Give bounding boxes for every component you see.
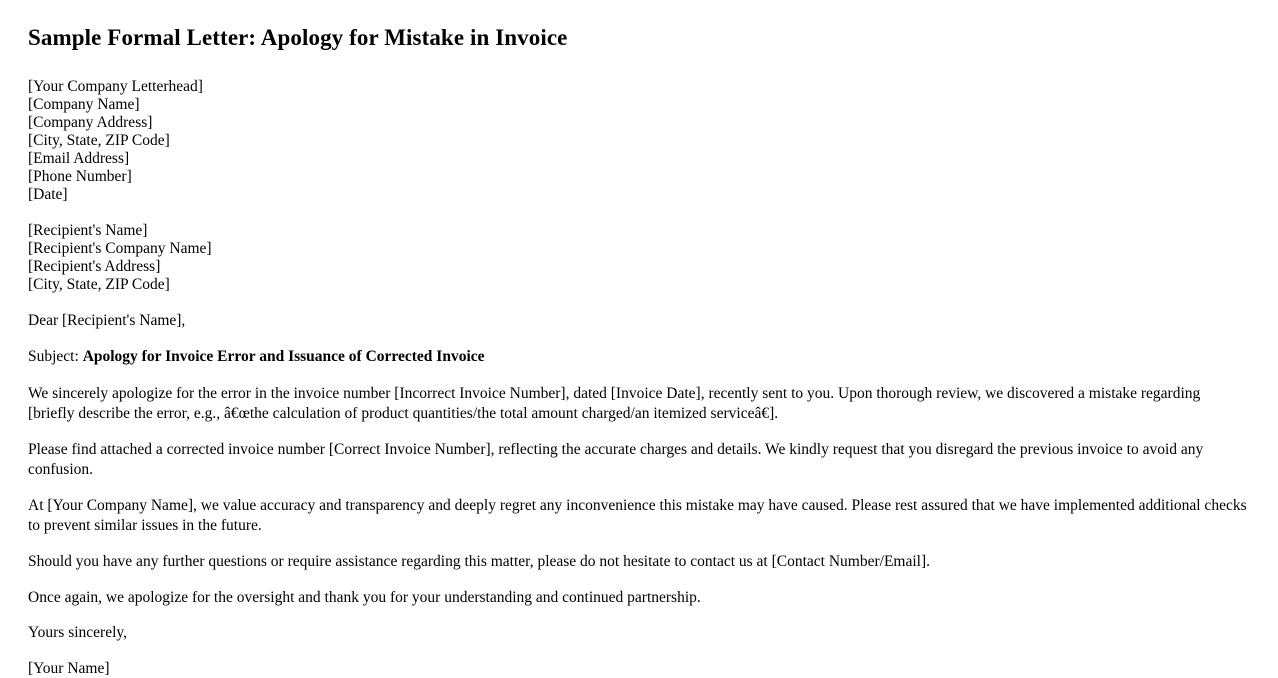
sender-line: [Company Name] — [28, 95, 140, 113]
body-paragraph: Once again, we apologize for the oversight and thank you for your understanding and continued partnership. — [28, 588, 701, 606]
sender-line: [Email Address] — [28, 149, 130, 167]
closing: Yours sincerely, — [28, 623, 128, 641]
sender-line: [City, State, ZIP Code] — [28, 131, 170, 149]
recipient-line: [Recipient's Address] — [28, 257, 161, 275]
sender-address-block — [28, 78, 1250, 204]
body-paragraph: We sincerely apologize for the error in the invoice number [Incorrect Invoice Number], dated [Invoice Date], recently sent to you. Upon thorough review, we discovered a mistake regarding [briefly describe the error, e.g., â€œthe calculation of product quantities/the total amount charged/an itemized serviceâ€]. — [28, 384, 1201, 422]
subject-text: Apology for Invoice Error and Issuance of Corrected Invoice — [82, 347, 485, 365]
recipient-line: [Recipient's Name] — [28, 221, 148, 239]
sender-line: [Date] — [28, 185, 68, 203]
sender-line: [Phone Number] — [28, 167, 132, 185]
recipient-line: [Recipient's Company Name] — [28, 239, 212, 257]
subject-line — [28, 348, 1250, 366]
signature-name: [Your Name] — [28, 659, 110, 677]
subject-label: Subject: — [28, 347, 83, 365]
page-title: Sample Formal Letter: Apology for Mistake in Invoice — [28, 25, 568, 50]
body-paragraph: Should you have any further questions or require assistance regarding this matter, please do not hesitate to contact us at [Contact Number/Email]. — [28, 552, 930, 570]
recipient-address-block — [28, 222, 1250, 294]
sender-line: [Your Company Letterhead] — [28, 77, 203, 95]
body-paragraph: At [Your Company Name], we value accuracy and transparency and deeply regret any inconvenience this mistake may have caused. Please rest assured that we have implemented additional checks to prevent similar issues in the future. — [28, 496, 1247, 534]
body-paragraph: Please find attached a corrected invoice number [Correct Invoice Number], reflecting the accurate charges and details. We kindly request that you disregard the previous invoice to avoid any confusion. — [28, 440, 1204, 478]
recipient-line: [City, State, ZIP Code] — [28, 275, 170, 293]
salutation: Dear [Recipient's Name], — [28, 311, 186, 329]
sender-line: [Company Address] — [28, 113, 153, 131]
